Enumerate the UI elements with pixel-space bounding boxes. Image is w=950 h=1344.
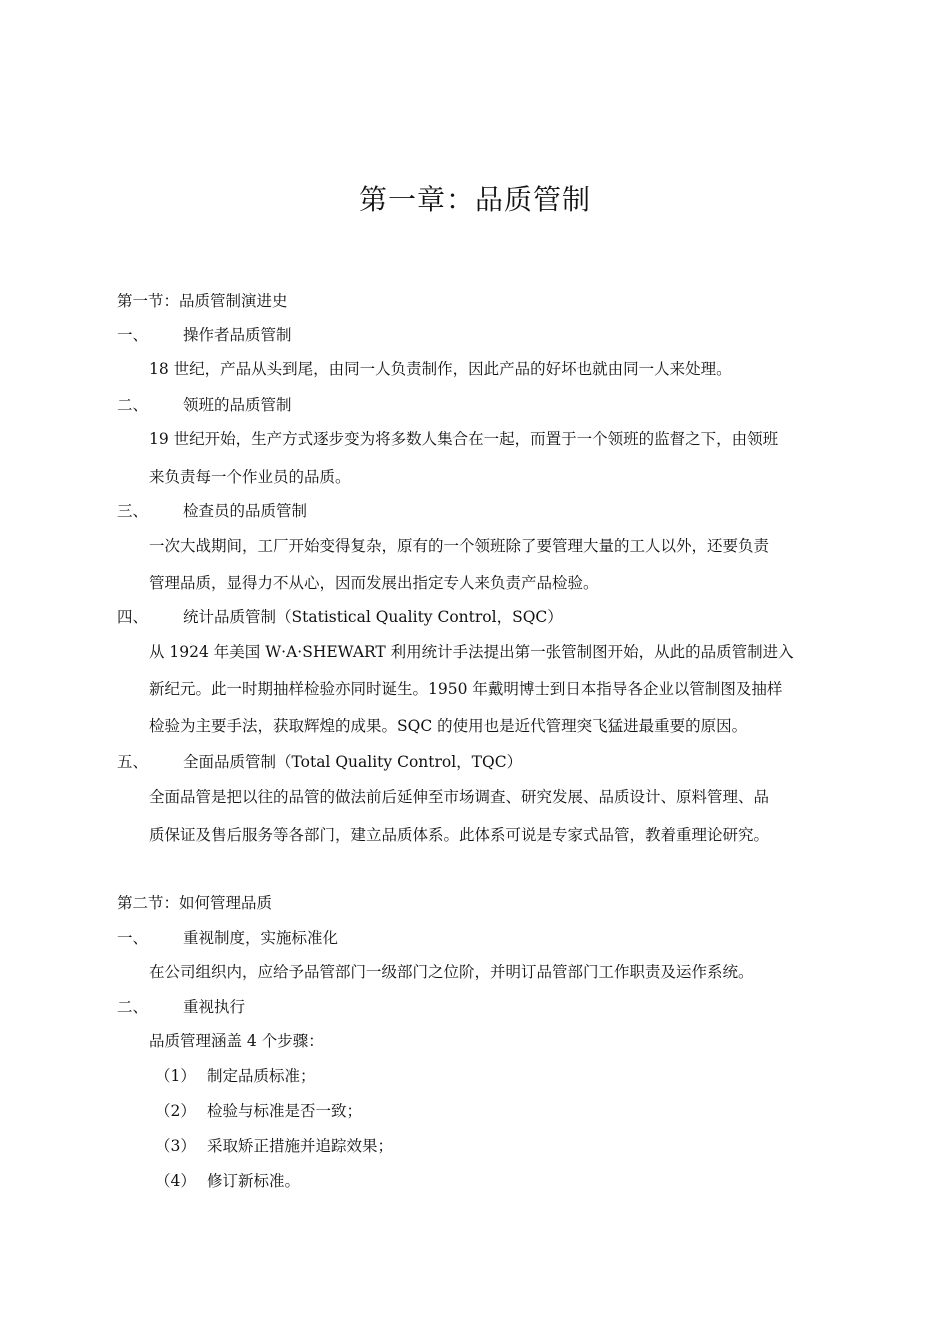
section-heading: 第一节：品质管制演进史 [117, 292, 288, 310]
paragraph-line: 新纪元。此一时期抽样检验亦同时诞生。1950 年戴明博士到日本指导各企业以管制图及抽样 [149, 680, 783, 698]
item-number: 一、 [117, 326, 149, 344]
paragraph-line: 质保证及售后服务等各部门，建立品质体系。此体系可说是专家式品管，教着重理论研究。 [149, 826, 770, 844]
item-title: 领班的品质管制 [183, 396, 292, 414]
step-number: （3） [155, 1137, 196, 1155]
paragraph-line: 来负责每一个作业员的品质。 [149, 468, 351, 486]
step-text: 采取矫正措施并追踪效果； [207, 1137, 394, 1155]
paragraph-line: 18 世纪，产品从头到尾，由同一人负责制作，因此产品的好坏也就由同一人来处理。 [149, 360, 732, 378]
item-number: 三、 [117, 502, 149, 520]
paragraph-line: 品质管理涵盖 4 个步骤： [149, 1032, 324, 1050]
item-title: 重视制度，实施标准化 [183, 929, 339, 947]
item-title: 操作者品质管制 [183, 326, 292, 344]
section-heading: 第二节：如何管理品质 [117, 894, 273, 912]
item-title: 全面品质管制（Total Quality Control，TQC） [183, 753, 523, 771]
item-title: 重视执行 [183, 998, 246, 1016]
chapter-title: 第一章：品质管制 [358, 183, 591, 216]
paragraph-line: 管理品质，显得力不从心，因而发展出指定专人来负责产品检验。 [149, 574, 599, 592]
paragraph-line: 从 1924 年美国 W·A·SHEWART 利用统计手法提出第一张管制图开始，从此的品质管制进入 [149, 643, 794, 661]
paragraph-line: 在公司组织内，应给予品管部门一级部门之位阶，并明订品管部门工作职责及运作系统。 [149, 963, 754, 981]
step-text: 制定品质标准； [207, 1067, 316, 1085]
paragraph-line: 一次大战期间，工厂开始变得复杂，原有的一个领班除了要管理大量的工人以外，还要负责 [149, 537, 770, 555]
item-number: 四、 [117, 608, 149, 626]
paragraph-line: 检验为主要手法，获取辉煌的成果。SQC 的使用也是近代管理突飞猛进最重要的原因。 [149, 717, 748, 735]
paragraph-line: 全面品管是把以往的品管的做法前后延伸至市场调查、研究发展、品质设计、原料管理、品 [149, 788, 770, 806]
item-title: 检查员的品质管制 [183, 502, 308, 520]
item-number: 五、 [117, 753, 149, 771]
paragraph-line: 19 世纪开始，生产方式逐步变为将多数人集合在一起，而置于一个领班的监督之下，由领班 [149, 430, 779, 448]
item-number: 二、 [117, 998, 149, 1016]
step-number: （1） [155, 1067, 196, 1085]
item-title: 统计品质管制（Statistical Quality Control，SQC） [183, 608, 563, 626]
item-number: 二、 [117, 396, 149, 414]
step-number: （4） [155, 1172, 196, 1190]
item-number: 一、 [117, 929, 149, 947]
step-text: 修订新标准。 [207, 1172, 301, 1190]
step-text: 检验与标准是否一致； [207, 1102, 363, 1120]
step-number: （2） [155, 1102, 196, 1120]
